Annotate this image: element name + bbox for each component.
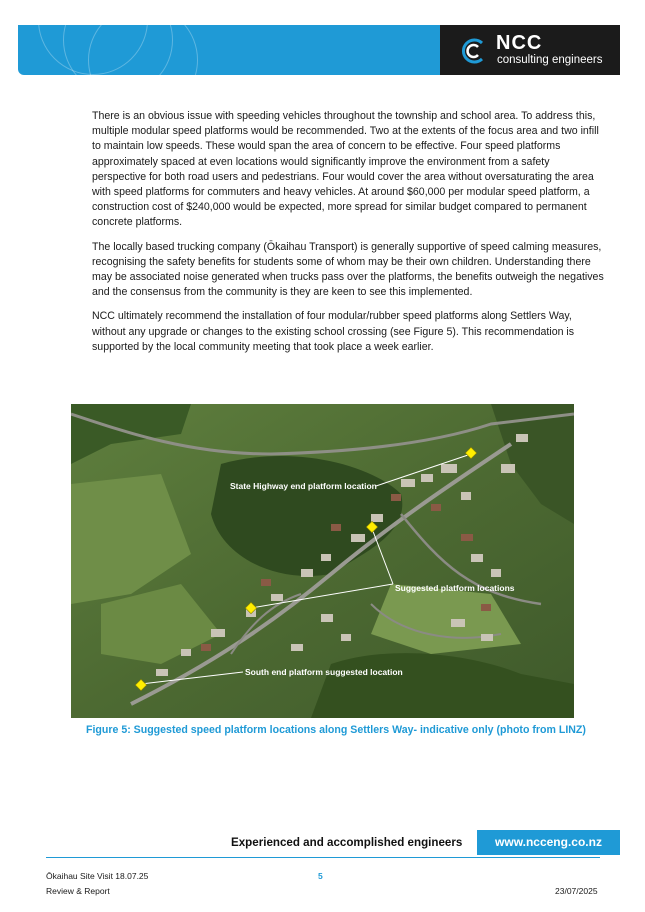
aerial-photo	[71, 404, 574, 718]
doc-date: 23/07/2025	[555, 886, 598, 896]
logo-subtitle: consulting engineers	[497, 54, 603, 66]
website-link[interactable]: www.ncceng.co.nz	[477, 830, 620, 855]
body-text	[92, 109, 604, 364]
aerial-map	[71, 404, 574, 718]
ncc-logo	[440, 25, 620, 75]
header-arc	[88, 25, 198, 75]
paragraph: The locally based trucking company (Ōkaihau Transport) is generally supportive of speed calming measures, recognising the safety benefits for students some of whom may be their own children. Understanding there may be associated noise generated when trucks pass over the platforms, the benefits outweigh the negatives and the consensus from the community is they are keen to see this implemented.	[92, 240, 604, 299]
paragraph: NCC ultimately recommend the installation of four modular/rubber speed platforms along Settlers Way, without any upgrade or changes to the existing school crossing (see Figure 5). This recommendation is supported by the local community meeting that took place a week earlier.	[92, 310, 575, 353]
footer-tagline: Experienced and accomplished engineers	[231, 836, 463, 849]
doc-title: Ōkaihau Site Visit 18.07.25	[46, 871, 149, 881]
page-number: 5	[318, 871, 323, 881]
label-south-end: South end platform suggested location	[245, 667, 403, 677]
logo-name: NCC	[496, 32, 543, 54]
label-state-highway: State Highway end platform location	[230, 481, 377, 491]
figure-caption: Figure 5: Suggested speed platform locations along Settlers Way- indicative only (photo from LINZ)	[86, 724, 586, 736]
label-suggested: Suggested platform locations	[395, 583, 515, 593]
paragraph: There is an obvious issue with speeding vehicles throughout the township and school area. To address this, multiple modular speed platforms would be recommended. Two at the extents of the focus area and two infill to maintain low speeds. These would span the area of concern to be effective. Four speed platforms approximately spaced at even locations would significantly improve the environment from a safety perspective for both road users and pedestrians. Four would cover the area without oversaturating the area with speed platforms for commuters and heavy vehicles. At around $60,000 per modular speed platform, a construction cost of $240,000 would be expected, more spread for similar budget compared to permanent concrete platforms.	[92, 110, 599, 229]
footer-divider	[46, 857, 600, 858]
ncc-logo-icon	[460, 37, 488, 65]
doc-type: Review & Report	[46, 886, 110, 896]
